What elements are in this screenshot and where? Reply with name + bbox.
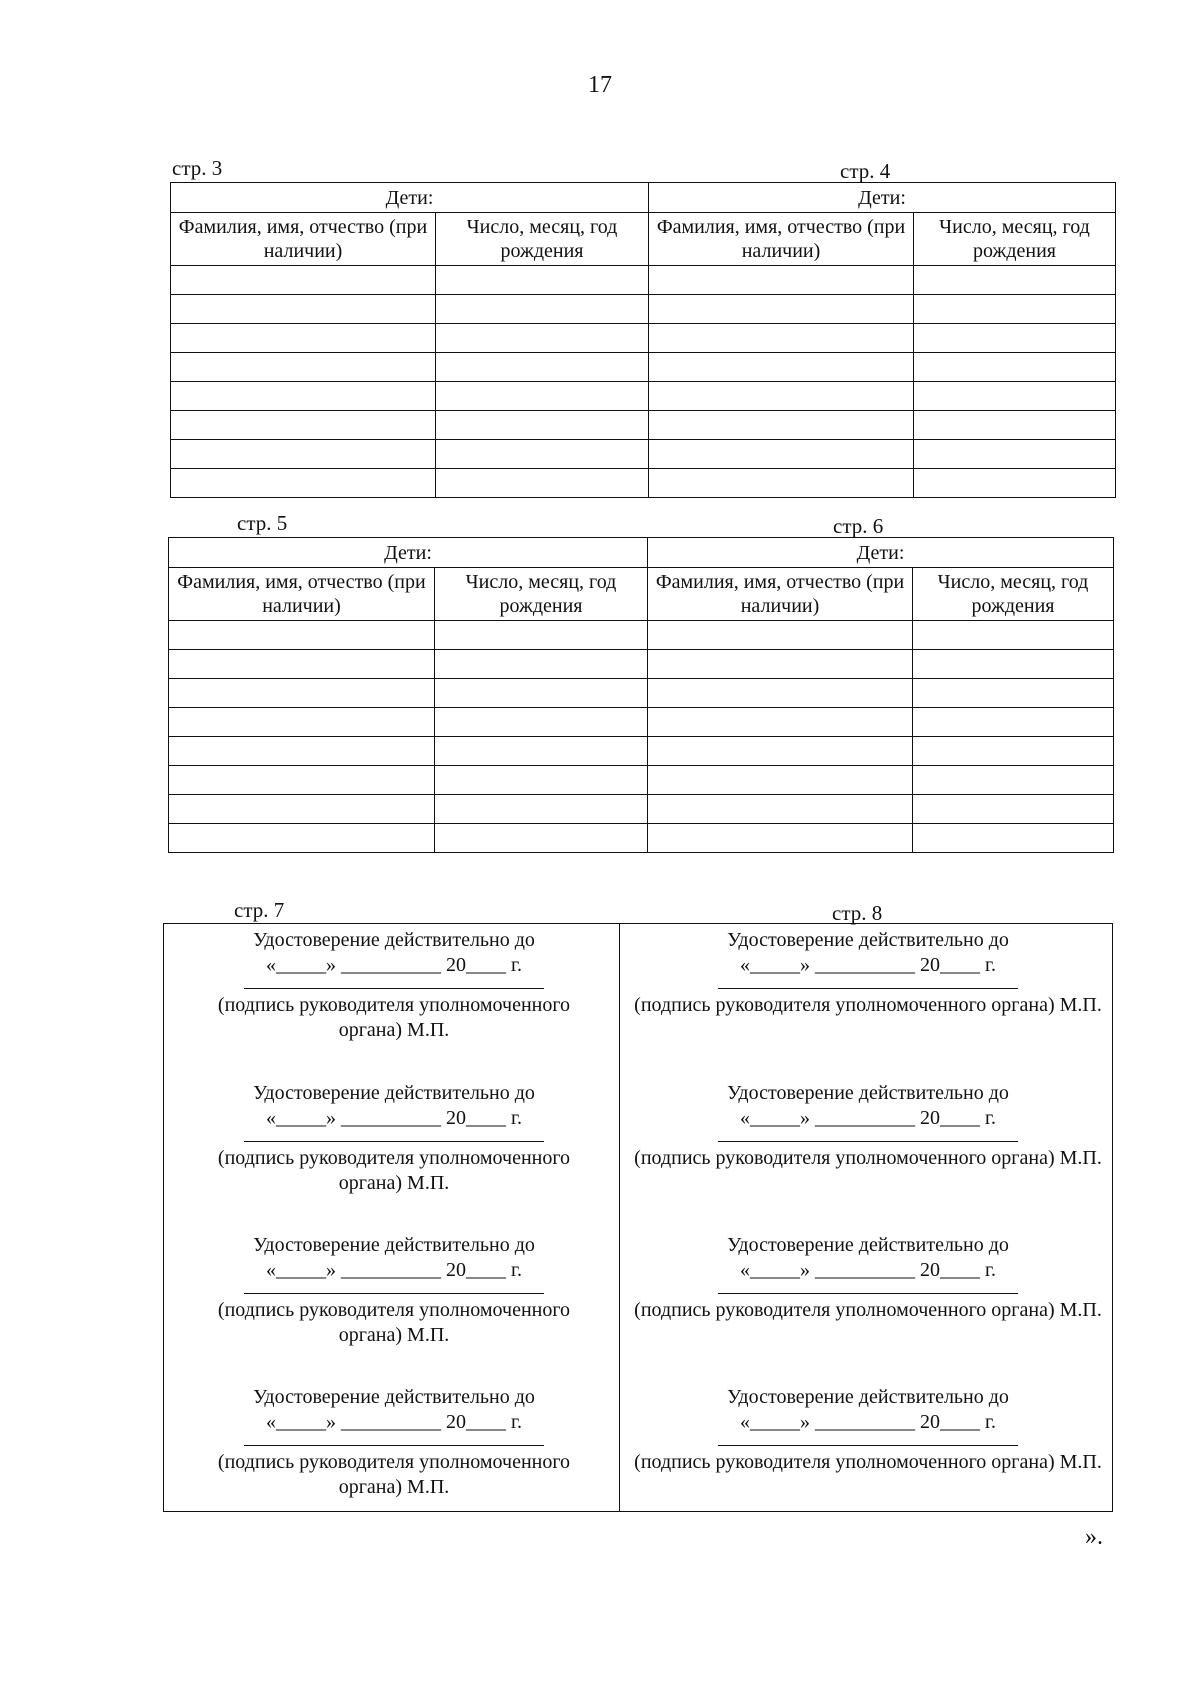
column-header-full-name: Фамилия, имя, отчество (при наличии) [649, 213, 914, 266]
name-cell[interactable] [648, 650, 913, 679]
validity-heading: Удостоверение действительно до [727, 1082, 1009, 1104]
table-row [169, 650, 1114, 679]
signature-caption: (подпись руководителя уполномоченного органа) М.П. [634, 994, 1102, 1016]
page-number: 17 [588, 72, 612, 98]
date-cell[interactable] [913, 766, 1114, 795]
name-cell[interactable] [648, 737, 913, 766]
validity-heading: Удостоверение действительно до [253, 1386, 535, 1408]
name-cell[interactable] [649, 382, 914, 411]
date-cell[interactable] [913, 795, 1114, 824]
date-cell[interactable] [436, 440, 649, 469]
signature-caption: (подпись руководителя уполномоченного органа) М.П. [217, 1451, 571, 1498]
date-cell[interactable] [435, 766, 648, 795]
date-field[interactable]: «_____» __________ 20____ г. [740, 954, 996, 976]
table-row [171, 440, 1116, 469]
signature-line[interactable] [718, 988, 1018, 989]
validity-heading: Удостоверение действительно до [727, 1234, 1009, 1256]
signature-line[interactable] [244, 1445, 544, 1446]
name-cell[interactable] [169, 650, 435, 679]
signature-caption: (подпись руководителя уполномоченного органа) М.П. [217, 1299, 571, 1346]
table-row [169, 795, 1114, 824]
table-row [171, 382, 1116, 411]
name-cell[interactable] [171, 295, 436, 324]
date-cell[interactable] [436, 353, 649, 382]
date-cell[interactable] [914, 411, 1116, 440]
table-row [169, 737, 1114, 766]
table-row [169, 621, 1114, 650]
validity-block [174, 1081, 614, 1196]
name-cell[interactable] [171, 353, 436, 382]
signature-line[interactable] [718, 1445, 1018, 1446]
table-row [171, 324, 1116, 353]
name-cell[interactable] [171, 382, 436, 411]
signature-line[interactable] [244, 1141, 544, 1142]
date-field[interactable]: «_____» __________ 20____ г. [266, 1411, 522, 1433]
validity-block [174, 1233, 614, 1348]
validity-heading: Удостоверение действительно до [727, 929, 1009, 951]
signature-caption: (подпись руководителя уполномоченного органа) М.П. [217, 1147, 571, 1194]
date-cell[interactable] [435, 708, 648, 737]
column-header-full-name: Фамилия, имя, отчество (при наличии) [171, 213, 436, 266]
date-cell[interactable] [914, 469, 1116, 498]
table-row [169, 824, 1114, 853]
table-row [169, 679, 1114, 708]
column-header-birth-date: Число, месяц, год рождения [435, 568, 648, 621]
name-cell[interactable] [171, 440, 436, 469]
certificate-validity-table [163, 923, 1113, 1512]
name-cell[interactable] [171, 324, 436, 353]
date-cell[interactable] [913, 650, 1114, 679]
date-cell[interactable] [913, 824, 1114, 853]
children-table-pages-5-6 [168, 537, 1114, 853]
table-row [171, 411, 1116, 440]
date-cell[interactable] [914, 324, 1116, 353]
column-header-full-name: Фамилия, имя, отчество (при наличии) [169, 568, 435, 621]
date-field[interactable]: «_____» __________ 20____ г. [266, 1259, 522, 1281]
column-header-full-name: Фамилия, имя, отчество (при наличии) [648, 568, 913, 621]
date-cell[interactable] [436, 382, 649, 411]
table-row [169, 708, 1114, 737]
name-cell[interactable] [648, 766, 913, 795]
column-header-birth-date: Число, месяц, год рождения [436, 213, 649, 266]
name-cell[interactable] [171, 411, 436, 440]
page-label-8: стр. 8 [832, 901, 883, 925]
date-cell[interactable] [435, 621, 648, 650]
signature-line[interactable] [244, 1293, 544, 1294]
children-heading: Дети: [171, 183, 649, 213]
name-cell[interactable] [649, 411, 914, 440]
signature-line[interactable] [244, 988, 544, 989]
name-cell[interactable] [648, 824, 913, 853]
date-field[interactable]: «_____» __________ 20____ г. [266, 1107, 522, 1129]
name-cell[interactable] [649, 469, 914, 498]
column-header-birth-date: Число, месяц, год рождения [914, 213, 1116, 266]
validity-heading: Удостоверение действительно до [253, 1234, 535, 1256]
date-cell[interactable] [913, 737, 1114, 766]
date-cell[interactable] [914, 440, 1116, 469]
signature-caption: (подпись руководителя уполномоченного органа) М.П. [634, 1299, 1102, 1321]
signature-caption: (подпись руководителя уполномоченного органа) М.П. [634, 1451, 1102, 1473]
name-cell[interactable] [649, 295, 914, 324]
validity-block [174, 928, 614, 1043]
name-cell[interactable] [648, 708, 913, 737]
name-cell[interactable] [169, 708, 435, 737]
validity-block [626, 1385, 1110, 1475]
name-cell[interactable] [648, 679, 913, 708]
date-cell[interactable] [436, 295, 649, 324]
date-cell[interactable] [914, 353, 1116, 382]
date-cell[interactable] [436, 469, 649, 498]
column-divider [619, 924, 620, 1511]
name-cell[interactable] [171, 469, 436, 498]
validity-block [626, 928, 1110, 1018]
date-field[interactable]: «_____» __________ 20____ г. [740, 1259, 996, 1281]
date-cell[interactable] [914, 266, 1116, 295]
signature-caption: (подпись руководителя уполномоченного органа) М.П. [634, 1147, 1102, 1169]
date-field[interactable]: «_____» __________ 20____ г. [266, 954, 522, 976]
page-label-5: стр. 5 [237, 511, 288, 535]
date-cell[interactable] [913, 708, 1114, 737]
date-cell[interactable] [435, 824, 648, 853]
date-cell[interactable] [914, 295, 1116, 324]
date-cell[interactable] [435, 795, 648, 824]
page-label-4: стр. 4 [840, 159, 891, 183]
name-cell[interactable] [648, 795, 913, 824]
table-row [171, 266, 1116, 295]
date-cell[interactable] [435, 737, 648, 766]
table-row [169, 766, 1114, 795]
signature-caption: (подпись руководителя уполномоченного органа) М.П. [217, 994, 571, 1041]
validity-block [626, 1233, 1110, 1323]
validity-heading: Удостоверение действительно до [253, 929, 535, 951]
table-row [171, 295, 1116, 324]
name-cell[interactable] [171, 266, 436, 295]
table-row [171, 353, 1116, 382]
date-cell[interactable] [914, 382, 1116, 411]
children-heading: Дети: [648, 538, 1114, 568]
column-header-birth-date: Число, месяц, год рождения [913, 568, 1114, 621]
name-cell[interactable] [169, 737, 435, 766]
name-cell[interactable] [169, 824, 435, 853]
date-cell[interactable] [435, 650, 648, 679]
name-cell[interactable] [169, 795, 435, 824]
signature-line[interactable] [718, 1293, 1018, 1294]
date-cell[interactable] [436, 411, 649, 440]
children-table-pages-3-4 [170, 182, 1116, 498]
closing-quote-mark: ». [1085, 1524, 1103, 1550]
name-cell[interactable] [169, 621, 435, 650]
signature-line[interactable] [718, 1141, 1018, 1142]
date-cell[interactable] [435, 679, 648, 708]
table-row [171, 469, 1116, 498]
name-cell[interactable] [648, 621, 913, 650]
date-cell[interactable] [436, 324, 649, 353]
validity-heading: Удостоверение действительно до [727, 1386, 1009, 1408]
name-cell[interactable] [169, 766, 435, 795]
name-cell[interactable] [649, 324, 914, 353]
date-cell[interactable] [436, 266, 649, 295]
validity-heading: Удостоверение действительно до [253, 1082, 535, 1104]
name-cell[interactable] [649, 440, 914, 469]
validity-block [174, 1385, 614, 1500]
children-heading: Дети: [169, 538, 648, 568]
date-cell[interactable] [913, 679, 1114, 708]
name-cell[interactable] [169, 679, 435, 708]
page-label-7: стр. 7 [234, 898, 285, 922]
date-cell[interactable] [913, 621, 1114, 650]
page-label-6: стр. 6 [833, 514, 884, 538]
name-cell[interactable] [649, 266, 914, 295]
children-heading: Дети: [649, 183, 1116, 213]
date-field[interactable]: «_____» __________ 20____ г. [740, 1411, 996, 1433]
name-cell[interactable] [649, 353, 914, 382]
page-label-3: стр. 3 [172, 156, 223, 180]
date-field[interactable]: «_____» __________ 20____ г. [740, 1107, 996, 1129]
validity-block [626, 1081, 1110, 1171]
